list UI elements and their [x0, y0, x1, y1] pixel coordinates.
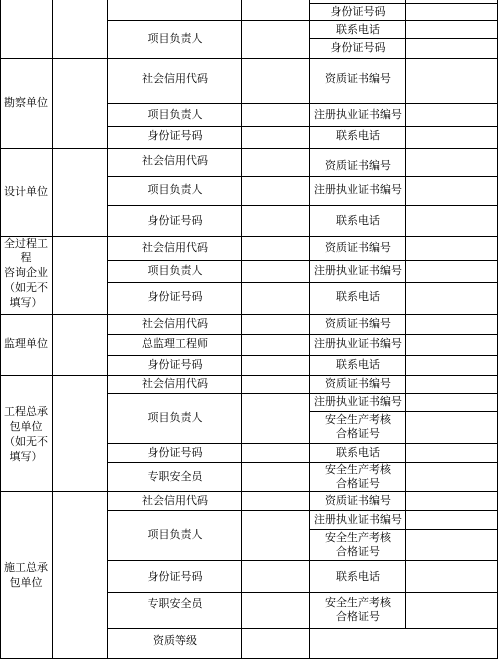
- construction-phone-label: 联系电话: [336, 570, 380, 583]
- construction-credit-code-label: 社会信用代码: [142, 494, 208, 507]
- epc-unit-label-line2: 包单位: [9, 420, 43, 433]
- epc-qualification-cert-label: 资质证书编号: [325, 377, 391, 390]
- design-project-manager-label: 项目负责人: [147, 183, 203, 196]
- supervise-id-number-label: 身份证号码: [147, 358, 203, 371]
- construction-officer-safety-cert-label-line2: 合格证号: [336, 610, 380, 623]
- supervise-chief-engineer-label: 总监理工程师: [142, 337, 208, 350]
- construction-safety-officer-label: 专职安全员: [147, 597, 203, 610]
- consult-id-number-label: 身份证号码: [147, 290, 203, 303]
- epc-project-manager-label: 项目负责人: [147, 411, 203, 424]
- supervise-qualification-cert-label: 资质证书编号: [325, 317, 391, 330]
- supervise-registered-cert-label: 注册执业证书编号: [314, 337, 402, 350]
- consult-unit-label-line4: （如无不: [4, 281, 48, 294]
- construction-safety-cert-label-line1: 安全生产考核: [325, 531, 391, 544]
- construction-registered-cert-label: 注册执业证书编号: [314, 513, 402, 526]
- epc-unit-label-line1: 工程总承: [4, 405, 48, 418]
- consult-registered-cert-label: 注册执业证书编号: [314, 264, 402, 277]
- epc-id-number-label: 身份证号码: [147, 446, 203, 459]
- epc-safety-officer-label: 专职安全员: [147, 470, 203, 483]
- top-phone-label: 联系电话: [336, 23, 380, 36]
- supervise-phone-label: 联系电话: [336, 358, 380, 371]
- survey-id-number-label: 身份证号码: [147, 129, 203, 142]
- design-qualification-cert-label: 资质证书编号: [325, 159, 391, 172]
- survey-qualification-cert-label: 资质证书编号: [325, 72, 391, 85]
- supervise-unit-label: 监理单位: [4, 337, 48, 350]
- consult-unit-label-line5: 填写）: [9, 296, 43, 309]
- consult-credit-code-label: 社会信用代码: [142, 241, 208, 254]
- consult-project-manager-label: 项目负责人: [147, 264, 203, 277]
- epc-officer-safety-cert-label-line1: 安全生产考核: [325, 463, 391, 476]
- epc-officer-safety-cert-label-line2: 合格证号: [336, 477, 380, 490]
- top-id-number-label-2: 身份证号码: [330, 41, 386, 54]
- construction-safety-cert-label-line2: 合格证号: [336, 545, 380, 558]
- consult-unit-label-line2: 程: [20, 251, 32, 264]
- design-unit-label: 设计单位: [4, 185, 48, 198]
- design-id-number-label: 身份证号码: [147, 214, 203, 227]
- consult-qualification-cert-label: 资质证书编号: [325, 241, 391, 254]
- epc-unit-label-line3: （如无不: [4, 435, 48, 448]
- consult-phone-label: 联系电话: [336, 290, 380, 303]
- construction-project-manager-label: 项目负责人: [147, 528, 203, 541]
- construction-unit-label-line2: 包单位: [9, 576, 43, 589]
- construction-qualification-cert-label: 资质证书编号: [325, 494, 391, 507]
- consult-unit-label-line1: 全过程工: [4, 237, 48, 250]
- survey-phone-label: 联系电话: [336, 129, 380, 142]
- top-id-number-label: 身份证号码: [330, 5, 386, 18]
- design-credit-code-label: 社会信用代码: [142, 154, 208, 167]
- construction-officer-safety-cert-label-line1: 安全生产考核: [325, 596, 391, 609]
- supervise-credit-code-label: 社会信用代码: [142, 317, 208, 330]
- epc-unit-label-line4: 填写）: [9, 450, 43, 463]
- construction-id-number-label: 身份证号码: [147, 570, 203, 583]
- top-project-manager-label: 项目负责人: [147, 32, 203, 45]
- survey-unit-label: 勘察单位: [4, 96, 48, 109]
- survey-credit-code-label: 社会信用代码: [142, 72, 208, 85]
- design-registered-cert-label: 注册执业证书编号: [314, 183, 402, 196]
- epc-safety-cert-label-line1: 安全生产考核: [325, 413, 391, 426]
- consult-unit-label-line3: 咨询企业: [4, 266, 48, 279]
- epc-registered-cert-label: 注册执业证书编号: [314, 395, 402, 408]
- survey-registered-cert-label: 注册执业证书编号: [314, 108, 402, 121]
- design-phone-label: 联系电话: [336, 214, 380, 227]
- epc-phone-label: 联系电话: [336, 446, 380, 459]
- survey-project-manager-label: 项目负责人: [147, 108, 203, 121]
- epc-safety-cert-label-line2: 合格证号: [336, 427, 380, 440]
- construction-unit-label-line1: 施工总承: [4, 561, 48, 574]
- construction-qualification-grade-label: 资质等级: [153, 634, 197, 647]
- epc-credit-code-label: 社会信用代码: [142, 377, 208, 390]
